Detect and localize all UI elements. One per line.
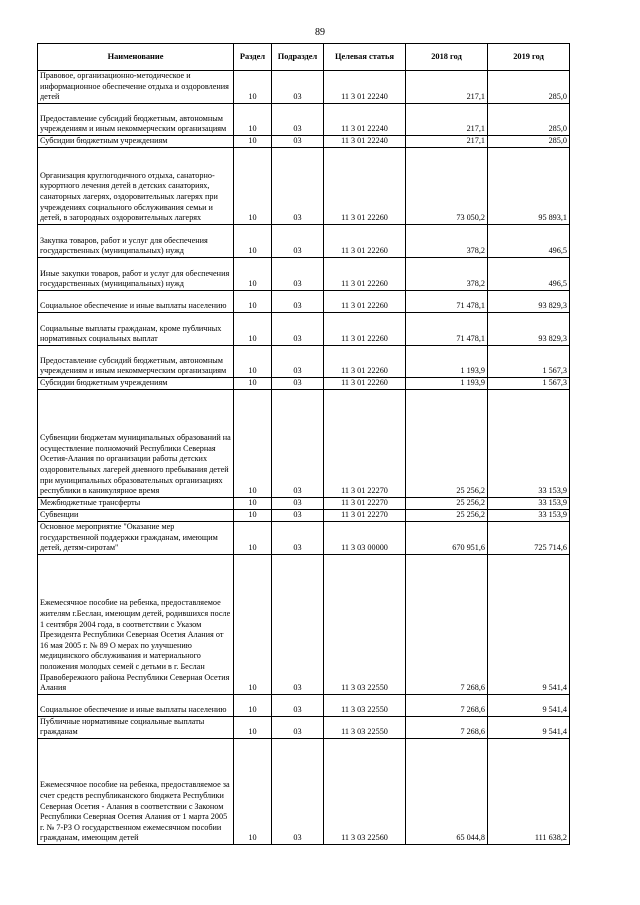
row-article: 11 3 03 22550 xyxy=(324,554,406,694)
table-row xyxy=(38,738,570,844)
row-value-2019: 9 541,4 xyxy=(488,716,570,738)
row-value-2018: 65 044,8 xyxy=(406,738,488,844)
header-name: Наименование xyxy=(38,44,234,71)
table-row xyxy=(38,389,570,497)
row-article: 11 3 01 22260 xyxy=(324,312,406,345)
header-article: Целевая статья xyxy=(324,44,406,71)
row-subsection: 03 xyxy=(272,497,324,509)
row-value-2018: 378,2 xyxy=(406,257,488,290)
row-value-2018: 25 256,2 xyxy=(406,497,488,509)
row-section: 10 xyxy=(234,377,272,389)
row-value-2018: 217,1 xyxy=(406,135,488,147)
row-name: Правовое, организационно-методическое и информационное обеспечение отдыха и оздоровления детей xyxy=(38,71,234,104)
row-subsection: 03 xyxy=(272,290,324,312)
row-name: Социальные выплаты гражданам, кроме публичных нормативных социальных выплат xyxy=(38,312,234,345)
row-name: Иные закупки товаров, работ и услуг для обеспечения государственных (муниципальных) нужд xyxy=(38,257,234,290)
header-section: Раздел xyxy=(234,44,272,71)
row-value-2018: 71 478,1 xyxy=(406,312,488,345)
table-row xyxy=(38,377,570,389)
row-subsection: 03 xyxy=(272,147,324,224)
table-row xyxy=(38,147,570,224)
row-value-2019: 1 567,3 xyxy=(488,345,570,377)
table-row xyxy=(38,257,570,290)
row-name: Социальное обеспечение и иные выплаты населению xyxy=(38,694,234,716)
row-name: Организация круглогодичного отдыха, санаторно-курортного лечения детей в детских санаториях, санаторных лагерях, оздоровительных лагерях при учреждениях социального обслуживания семьи и детей, в загородных оздоровительных лагерях xyxy=(38,147,234,224)
row-section: 10 xyxy=(234,135,272,147)
table-header xyxy=(38,44,570,71)
row-value-2018: 7 268,6 xyxy=(406,716,488,738)
row-value-2019: 93 829,3 xyxy=(488,290,570,312)
row-section: 10 xyxy=(234,497,272,509)
row-section: 10 xyxy=(234,312,272,345)
row-subsection: 03 xyxy=(272,738,324,844)
row-name: Публичные нормативные социальные выплаты гражданам xyxy=(38,716,234,738)
row-subsection: 03 xyxy=(272,554,324,694)
row-article: 11 3 03 22550 xyxy=(324,716,406,738)
row-value-2019: 111 638,2 xyxy=(488,738,570,844)
row-article: 11 3 01 22260 xyxy=(324,345,406,377)
row-value-2018: 378,2 xyxy=(406,224,488,257)
row-subsection: 03 xyxy=(272,345,324,377)
table-body xyxy=(38,71,570,845)
row-article: 11 3 01 22240 xyxy=(324,135,406,147)
row-article: 11 3 01 22260 xyxy=(324,377,406,389)
row-value-2018: 25 256,2 xyxy=(406,509,488,521)
row-section: 10 xyxy=(234,103,272,135)
row-article: 11 3 01 22240 xyxy=(324,103,406,135)
row-name: Субсидии бюджетным учреждениям xyxy=(38,377,234,389)
row-value-2018: 73 050,2 xyxy=(406,147,488,224)
table-row xyxy=(38,135,570,147)
row-article: 11 3 01 22260 xyxy=(324,290,406,312)
row-subsection: 03 xyxy=(272,257,324,290)
table-row xyxy=(38,224,570,257)
row-value-2018: 7 268,6 xyxy=(406,554,488,694)
row-subsection: 03 xyxy=(272,694,324,716)
row-value-2018: 670 951,6 xyxy=(406,521,488,554)
table-row xyxy=(38,497,570,509)
row-value-2019: 1 567,3 xyxy=(488,377,570,389)
row-value-2019: 725 714,6 xyxy=(488,521,570,554)
row-value-2019: 9 541,4 xyxy=(488,694,570,716)
table-row xyxy=(38,290,570,312)
row-section: 10 xyxy=(234,521,272,554)
row-value-2019: 496,5 xyxy=(488,224,570,257)
row-value-2019: 285,0 xyxy=(488,71,570,104)
row-article: 11 3 03 00000 xyxy=(324,521,406,554)
row-value-2019: 33 153,9 xyxy=(488,389,570,497)
table-row xyxy=(38,694,570,716)
table-row xyxy=(38,521,570,554)
row-subsection: 03 xyxy=(272,135,324,147)
row-article: 11 3 01 22260 xyxy=(324,224,406,257)
row-name: Ежемесячное пособие на ребенка, предоставляемое за счет средств республиканского бюджета Республики Северная Осетия - Алания в соответствии с Законом Республики Северная Осетия Алания от 1 марта 2005 г. № 7-РЗ О государственном ежемесячном пособии гражданам, имеющим детей xyxy=(38,738,234,844)
header-subsection: Подраздел xyxy=(272,44,324,71)
row-name: Закупка товаров, работ и услуг для обеспечения государственных (муниципальных) нужд xyxy=(38,224,234,257)
row-value-2019: 95 893,1 xyxy=(488,147,570,224)
row-section: 10 xyxy=(234,554,272,694)
row-article: 11 3 01 22270 xyxy=(324,509,406,521)
row-value-2018: 7 268,6 xyxy=(406,694,488,716)
row-name: Предоставление субсидий бюджетным, автономным учреждениям и иным некоммерческим организациям xyxy=(38,345,234,377)
row-name: Основное мероприятие "Оказание мер государственной поддержки гражданам, имеющим детей, детям-сиротам" xyxy=(38,521,234,554)
row-name: Предоставление субсидий бюджетным, автономным учреждениям и иным некоммерческим организациям xyxy=(38,103,234,135)
row-value-2018: 217,1 xyxy=(406,71,488,104)
row-section: 10 xyxy=(234,694,272,716)
row-subsection: 03 xyxy=(272,224,324,257)
row-name: Субвенции бюджетам муниципальных образований на осуществление полномочий Республики Северная Осетия-Алания по организации работы детских оздоровительных лагерей дневного пребывания детей при муниципальных образовательных организациях республики в каникулярное время xyxy=(38,389,234,497)
row-value-2018: 1 193,9 xyxy=(406,377,488,389)
row-section: 10 xyxy=(234,509,272,521)
table-row xyxy=(38,509,570,521)
row-name: Межбюджетные трансферты xyxy=(38,497,234,509)
row-article: 11 3 01 22260 xyxy=(324,257,406,290)
table-row xyxy=(38,103,570,135)
row-value-2019: 9 541,4 xyxy=(488,554,570,694)
row-name: Субсидии бюджетным учреждениям xyxy=(38,135,234,147)
header-2018: 2018 год xyxy=(406,44,488,71)
row-value-2018: 1 193,9 xyxy=(406,345,488,377)
row-article: 11 3 01 22270 xyxy=(324,389,406,497)
row-section: 10 xyxy=(234,71,272,104)
row-value-2019: 33 153,9 xyxy=(488,497,570,509)
table-row xyxy=(38,312,570,345)
row-name: Ежемесячное пособие на ребенка, предоставляемое жителям г.Беслан, имеющим детей, родившихся после 1 сентября 2004 года, в соответствии с Указом Президента Республики Северная Осетия Алания от 16 мая 2005 г. № 89 О мерах по улучшению медицинского обслуживания и материального положения молодых семей с детьми в г. Беслан Правобережного района Республики Северная Осетия Алания xyxy=(38,554,234,694)
row-section: 10 xyxy=(234,345,272,377)
row-value-2018: 25 256,2 xyxy=(406,389,488,497)
row-section: 10 xyxy=(234,290,272,312)
row-article: 11 3 01 22240 xyxy=(324,71,406,104)
row-section: 10 xyxy=(234,224,272,257)
row-subsection: 03 xyxy=(272,389,324,497)
row-section: 10 xyxy=(234,738,272,844)
row-subsection: 03 xyxy=(272,716,324,738)
row-subsection: 03 xyxy=(272,71,324,104)
table-row xyxy=(38,71,570,104)
row-article: 11 3 01 22260 xyxy=(324,147,406,224)
row-value-2019: 285,0 xyxy=(488,103,570,135)
table-row xyxy=(38,716,570,738)
row-section: 10 xyxy=(234,257,272,290)
row-subsection: 03 xyxy=(272,509,324,521)
page-number: 89 xyxy=(315,27,325,38)
header-2019: 2019 год xyxy=(488,44,570,71)
table-row xyxy=(38,554,570,694)
budget-table xyxy=(37,43,570,845)
row-name: Социальное обеспечение и иные выплаты населению xyxy=(38,290,234,312)
table-row xyxy=(38,345,570,377)
row-subsection: 03 xyxy=(272,103,324,135)
row-subsection: 03 xyxy=(272,377,324,389)
row-article: 11 3 01 22270 xyxy=(324,497,406,509)
row-value-2018: 217,1 xyxy=(406,103,488,135)
row-article: 11 3 03 22550 xyxy=(324,694,406,716)
row-section: 10 xyxy=(234,716,272,738)
row-article: 11 3 03 22560 xyxy=(324,738,406,844)
row-subsection: 03 xyxy=(272,521,324,554)
row-value-2019: 33 153,9 xyxy=(488,509,570,521)
row-section: 10 xyxy=(234,389,272,497)
row-value-2019: 93 829,3 xyxy=(488,312,570,345)
row-subsection: 03 xyxy=(272,312,324,345)
row-value-2018: 71 478,1 xyxy=(406,290,488,312)
row-value-2019: 496,5 xyxy=(488,257,570,290)
row-value-2019: 285,0 xyxy=(488,135,570,147)
row-name: Субвенции xyxy=(38,509,234,521)
row-section: 10 xyxy=(234,147,272,224)
